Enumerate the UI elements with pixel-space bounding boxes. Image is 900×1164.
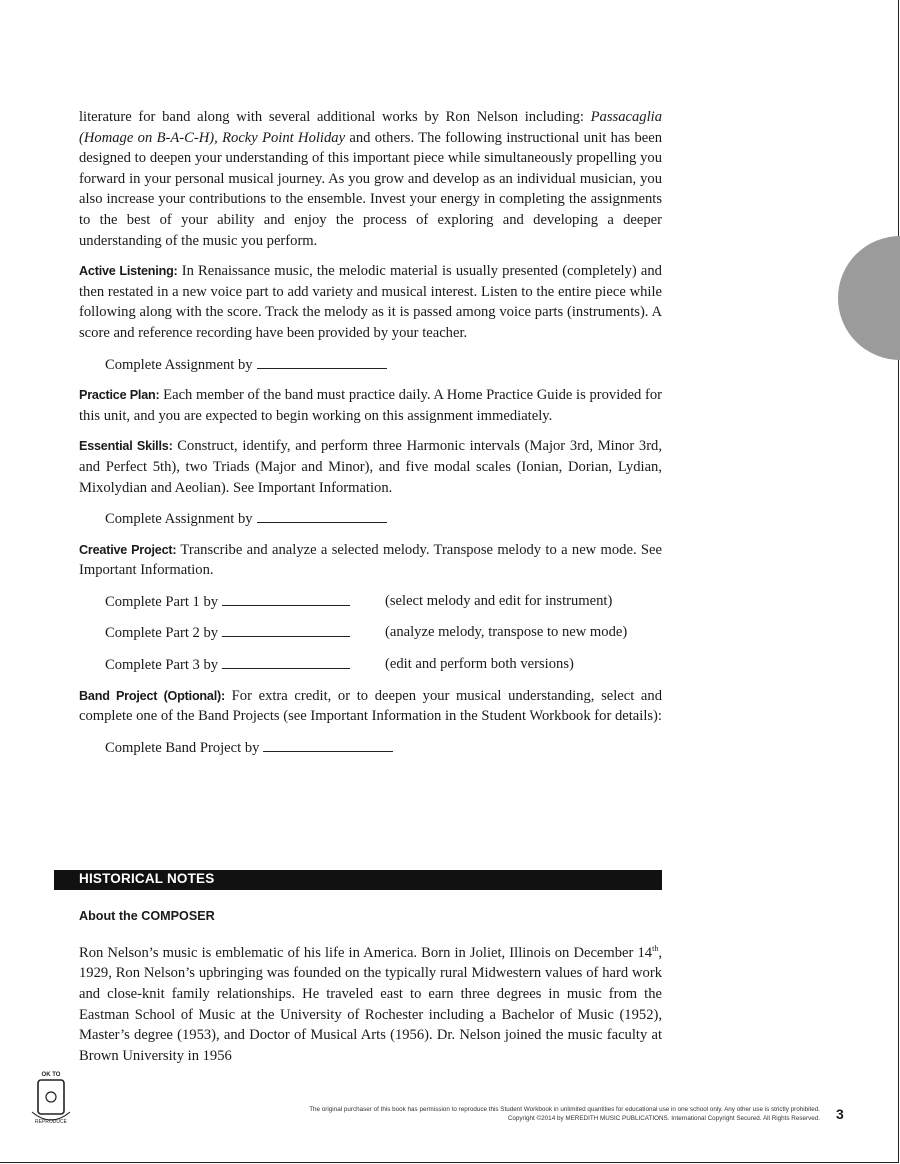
about-composer-heading: About the COMPOSER xyxy=(79,909,215,923)
ok-to-reproduce-stamp-icon xyxy=(28,1068,74,1124)
essential-skills-assignment: Complete Assignment by xyxy=(105,508,662,530)
stamp-top-text: OK TO xyxy=(41,1072,61,1078)
copyright-footer: The original purchaser of this book has permission to reproduce this Student Workbook in unlimited quantities for educational use in one school only. Any other use is strictly prohibited. Copyright ©2014 by MEREDITH MUSIC PUBLICATIONS. International Copyright Secured. All Rights Reserved. xyxy=(309,1106,820,1122)
date-blank[interactable] xyxy=(222,622,350,637)
date-blank[interactable] xyxy=(257,508,387,523)
band-project-assignment: Complete Band Project by xyxy=(105,737,662,759)
date-blank[interactable] xyxy=(257,354,387,369)
page-number: 3 xyxy=(836,1106,844,1122)
active-listening-assignment: Complete Assignment by xyxy=(105,354,662,376)
creative-project-label: Creative Project: xyxy=(79,542,177,557)
date-blank[interactable] xyxy=(222,654,350,669)
practice-plan-paragraph: Practice Plan: Each member of the band must practice daily. A Home Practice Guide is provided for this unit, and you are expected to begin working on this assignment immediately. xyxy=(79,387,662,424)
essential-skills-paragraph: Essential Skills: Construct, identify, and perform three Harmonic intervals (Major 3rd, Minor 3rd, and Perfect 5th), two Triads (Major and Minor), and five modal scales (Ionian, Dorian, Lydian, Mixolydian and Aeolian). See Important Information. xyxy=(79,438,663,496)
main-content xyxy=(79,107,662,768)
practice-plan-label: Practice Plan: xyxy=(79,388,160,403)
creative-part-2: Complete Part 2 by (analyze melody, transpose to new mode) xyxy=(105,624,628,642)
date-blank[interactable] xyxy=(222,591,350,606)
active-listening-paragraph: Active Listening: In Renaissance music, the melodic material is usually presented (completely) and then restated in a new voice part to add variety and musical interest. Listen to the entire piece while following along with the score. Track the melody as it is passed among voice parts (instruments). A score and reference recording have been provided by your teacher. xyxy=(79,263,662,341)
intro-paragraph: literature for band along with several additional works by Ron Nelson including: Passacaglia (Homage on B-A-C-H), Rocky Point Holiday and others. The following instructional unit has been designed to deepen your understanding of this important piece while simultaneously propelling you forward in your personal musical journey. As you grow and develop as an individual musician, you also increase your contributions to the ensemble. Invest your energy in completing the assignments to the best of your ability and enjoy the process of exploring and developing a deeper understanding of the music you perform. xyxy=(79,109,662,249)
creative-project-paragraph: Creative Project: Transcribe and analyze a selected melody. Transpose melody to a new mode. See Important Information. xyxy=(79,541,662,579)
composer-bio: Ron Nelson’s music is emblematic of his life in America. Born in Joliet, Illinois on December 14th, 1929, Ron Nelson’s upbringing was founded on the typically rural Midwestern values of hard work and close-knit family relationships. He traveled east to earn three degrees in music from the Eastman School of Music at the University of Rochester including a Bachelor of Music (1952), Master’s degree (1953), and Doctor of Musical Arts (1956). Dr. Nelson joined the music faculty at Brown University in 1956 xyxy=(79,944,662,1064)
creative-part-1: Complete Part 1 by (select melody and edit for instrument) xyxy=(105,592,613,610)
historical-notes-banner: HISTORICAL NOTES xyxy=(54,870,662,890)
essential-skills-label: Essential Skills: xyxy=(79,439,173,454)
band-project-paragraph: Band Project (Optional): For extra credit, or to deepen your musical understanding, select and complete one of the Band Projects (see Important Information in the Student Workbook for details): xyxy=(79,687,663,725)
creative-part-3: Complete Part 3 by (edit and perform both versions) xyxy=(105,656,574,674)
band-project-label: Band Project (Optional): xyxy=(79,688,226,703)
active-listening-label: Active Listening: xyxy=(79,264,178,279)
intro-works: Passacaglia (Homage on B-A-C-H), Rocky Point Holiday xyxy=(79,109,662,146)
stamp-bottom-text: REPRODUCE xyxy=(35,1119,67,1124)
date-blank[interactable] xyxy=(263,737,393,752)
